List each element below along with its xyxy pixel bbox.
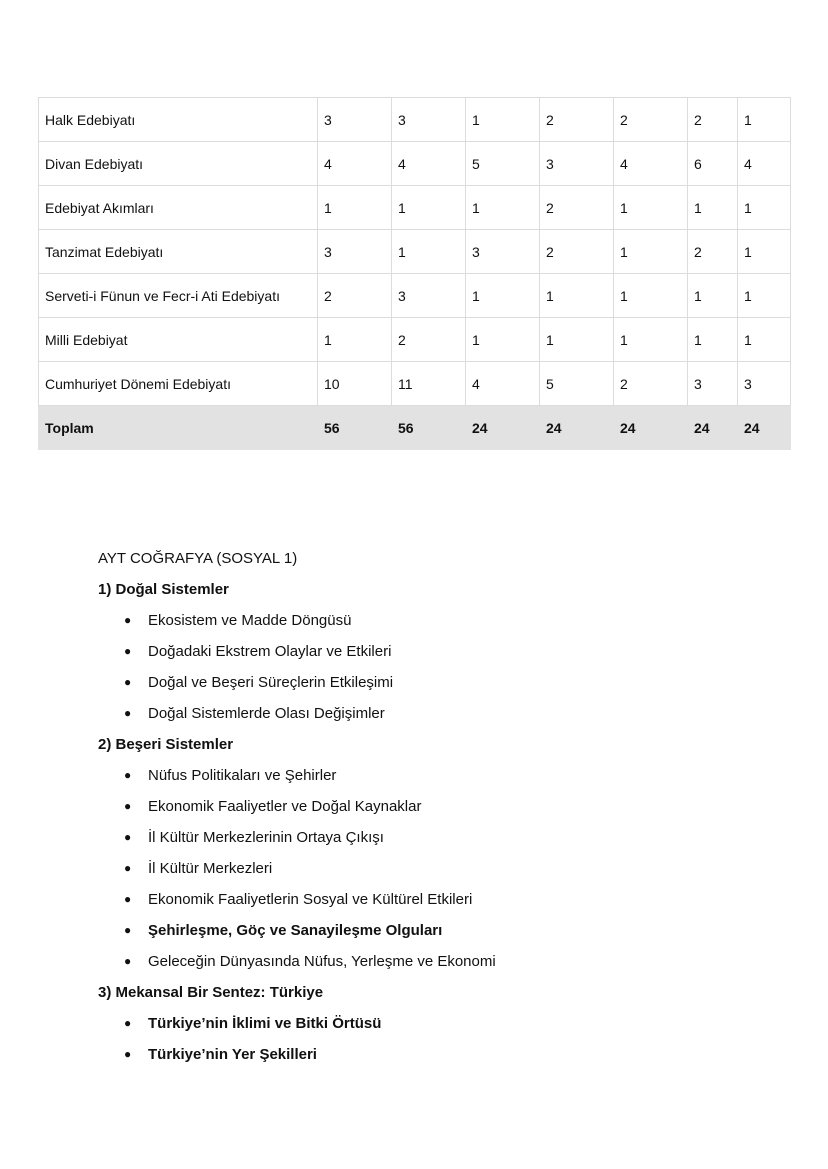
value-cell: 1 bbox=[738, 186, 791, 230]
value-cell: 1 bbox=[738, 318, 791, 362]
section-title: AYT COĞRAFYA (SOSYAL 1) bbox=[98, 550, 298, 567]
value-cell: 2 bbox=[540, 230, 614, 274]
value-cell: 1 bbox=[466, 186, 540, 230]
value-cell: 1 bbox=[392, 230, 466, 274]
list-item bbox=[98, 1008, 778, 1039]
value-cell: 1 bbox=[318, 318, 392, 362]
value-cell: 2 bbox=[540, 186, 614, 230]
list-item-text: Geleceğin Dünyasında Nüfus, Yerleşme ve Ekonomi bbox=[148, 953, 496, 970]
value-cell: 4 bbox=[466, 362, 540, 406]
value-cell: 3 bbox=[392, 98, 466, 142]
list-item bbox=[98, 760, 778, 791]
total-value-cell: 24 bbox=[688, 406, 738, 450]
group-heading: 1) Doğal Sistemler bbox=[98, 581, 229, 598]
table-row bbox=[39, 362, 791, 406]
list-item-text: Doğal ve Beşeri Süreçlerin Etkileşimi bbox=[148, 674, 394, 691]
bullet-icon: ● bbox=[124, 644, 132, 658]
bullet-icon: ● bbox=[124, 830, 132, 844]
list-item bbox=[98, 791, 778, 822]
value-cell: 4 bbox=[318, 142, 392, 186]
list-item-text: Doğal Sistemlerde Olası Değişimler bbox=[148, 705, 385, 722]
value-cell: 1 bbox=[540, 318, 614, 362]
total-value-cell: 24 bbox=[540, 406, 614, 450]
table-row bbox=[39, 142, 791, 186]
value-cell: 1 bbox=[738, 98, 791, 142]
list-item bbox=[98, 636, 778, 667]
list-item-text: Türkiye’nin İklimi ve Bitki Örtüsü bbox=[148, 1015, 382, 1032]
table-body bbox=[39, 98, 791, 450]
subject-cell: Tanzimat Edebiyatı bbox=[39, 230, 318, 274]
list-item-text: Türkiye’nin Yer Şekilleri bbox=[148, 1046, 317, 1063]
group-heading: 3) Mekansal Bir Sentez: Türkiye bbox=[98, 984, 324, 1001]
list-item-text: Ekonomik Faaliyetler ve Doğal Kaynaklar bbox=[148, 798, 422, 815]
subject-cell: Milli Edebiyat bbox=[39, 318, 318, 362]
subject-cell: Halk Edebiyatı bbox=[39, 98, 318, 142]
value-cell: 10 bbox=[318, 362, 392, 406]
value-cell: 3 bbox=[540, 142, 614, 186]
value-cell: 4 bbox=[738, 142, 791, 186]
value-cell: 2 bbox=[392, 318, 466, 362]
group-heading: 2) Beşeri Sistemler bbox=[98, 736, 234, 753]
value-cell: 11 bbox=[392, 362, 466, 406]
value-cell: 2 bbox=[318, 274, 392, 318]
value-cell: 1 bbox=[466, 98, 540, 142]
value-cell: 1 bbox=[318, 186, 392, 230]
table-row bbox=[39, 318, 791, 362]
exam-topic-table bbox=[38, 97, 791, 450]
value-cell: 1 bbox=[688, 186, 738, 230]
value-cell: 3 bbox=[318, 230, 392, 274]
bullet-icon: ● bbox=[124, 1016, 132, 1030]
table-row bbox=[39, 186, 791, 230]
value-cell: 2 bbox=[688, 230, 738, 274]
list-item bbox=[98, 822, 778, 853]
bullet-icon: ● bbox=[124, 861, 132, 875]
bullet-icon: ● bbox=[124, 768, 132, 782]
total-value-cell: 24 bbox=[738, 406, 791, 450]
value-cell: 2 bbox=[540, 98, 614, 142]
value-cell: 6 bbox=[688, 142, 738, 186]
total-value-cell: 24 bbox=[466, 406, 540, 450]
list-item bbox=[98, 1039, 778, 1070]
total-row bbox=[39, 406, 791, 450]
total-value-cell: 56 bbox=[392, 406, 466, 450]
value-cell: 2 bbox=[614, 362, 688, 406]
table-row bbox=[39, 230, 791, 274]
list-item bbox=[98, 667, 778, 698]
bullet-icon: ● bbox=[124, 923, 132, 937]
bullet-icon: ● bbox=[124, 675, 132, 689]
list-item-text: İl Kültür Merkezleri bbox=[148, 860, 273, 877]
value-cell: 1 bbox=[540, 274, 614, 318]
list-item bbox=[98, 605, 778, 636]
value-cell: 1 bbox=[614, 318, 688, 362]
list-item-text: Ekonomik Faaliyetlerin Sosyal ve Kültürel Etkileri bbox=[148, 891, 473, 908]
list-item-text: Ekosistem ve Madde Döngüsü bbox=[148, 612, 352, 629]
value-cell: 3 bbox=[466, 230, 540, 274]
total-label: Toplam bbox=[39, 406, 318, 450]
value-cell: 1 bbox=[466, 274, 540, 318]
bullet-icon: ● bbox=[124, 613, 132, 627]
value-cell: 1 bbox=[688, 318, 738, 362]
list-item bbox=[98, 915, 778, 946]
value-cell: 1 bbox=[738, 274, 791, 318]
list-item-text: Doğadaki Ekstrem Olaylar ve Etkileri bbox=[148, 643, 392, 660]
table-row bbox=[39, 274, 791, 318]
value-cell: 1 bbox=[614, 274, 688, 318]
value-cell: 5 bbox=[540, 362, 614, 406]
bullet-icon: ● bbox=[124, 892, 132, 906]
list-item bbox=[98, 698, 778, 729]
list-item bbox=[98, 853, 778, 884]
bullet-icon: ● bbox=[124, 799, 132, 813]
bullet-icon: ● bbox=[124, 1047, 132, 1061]
geography-section bbox=[98, 543, 778, 1070]
value-cell: 1 bbox=[466, 318, 540, 362]
value-cell: 5 bbox=[466, 142, 540, 186]
value-cell: 1 bbox=[392, 186, 466, 230]
value-cell: 3 bbox=[318, 98, 392, 142]
topic-groups bbox=[98, 574, 778, 1070]
subject-cell: Cumhuriyet Dönemi Edebiyatı bbox=[39, 362, 318, 406]
value-cell: 1 bbox=[614, 230, 688, 274]
value-cell: 3 bbox=[392, 274, 466, 318]
value-cell: 1 bbox=[738, 230, 791, 274]
list-item-text: Nüfus Politikaları ve Şehirler bbox=[148, 767, 337, 784]
table-row bbox=[39, 98, 791, 142]
value-cell: 4 bbox=[614, 142, 688, 186]
subject-cell: Serveti-i Fünun ve Fecr-i Ati Edebiyatı bbox=[39, 274, 318, 318]
value-cell: 1 bbox=[688, 274, 738, 318]
list-item-text: İl Kültür Merkezlerinin Ortaya Çıkışı bbox=[148, 829, 384, 846]
bullet-icon: ● bbox=[124, 954, 132, 968]
value-cell: 2 bbox=[688, 98, 738, 142]
subject-cell: Divan Edebiyatı bbox=[39, 142, 318, 186]
value-cell: 4 bbox=[392, 142, 466, 186]
list-item bbox=[98, 884, 778, 915]
value-cell: 3 bbox=[688, 362, 738, 406]
subject-cell: Edebiyat Akımları bbox=[39, 186, 318, 230]
bullet-icon: ● bbox=[124, 706, 132, 720]
total-value-cell: 24 bbox=[614, 406, 688, 450]
list-item bbox=[98, 946, 778, 977]
total-value-cell: 56 bbox=[318, 406, 392, 450]
value-cell: 2 bbox=[614, 98, 688, 142]
value-cell: 1 bbox=[614, 186, 688, 230]
value-cell: 3 bbox=[738, 362, 791, 406]
list-item-text: Şehirleşme, Göç ve Sanayileşme Olguları bbox=[148, 922, 443, 939]
